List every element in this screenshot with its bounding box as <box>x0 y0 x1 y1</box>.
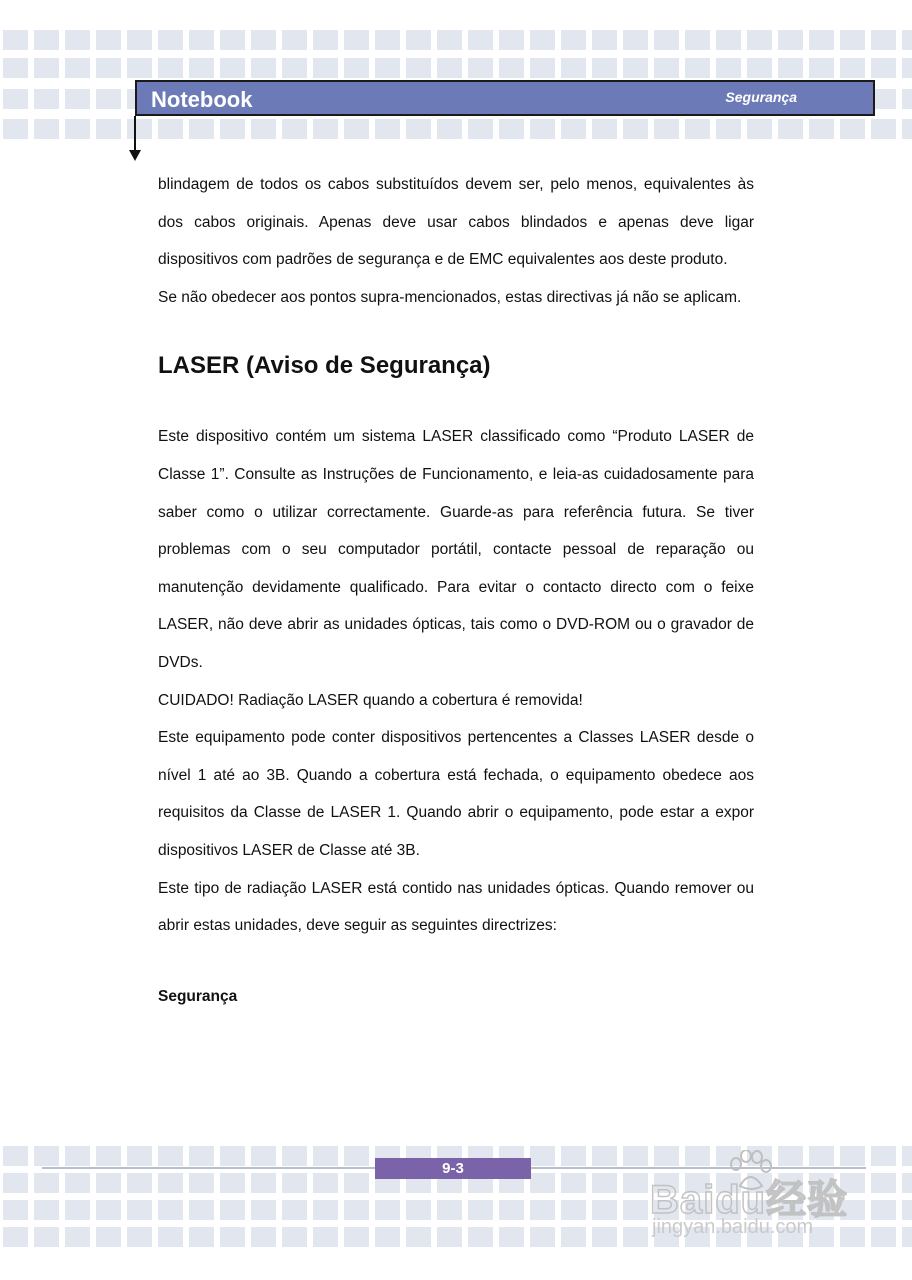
arrow-down-icon <box>129 150 141 161</box>
section-heading: LASER (Aviso de Segurança) <box>158 352 491 380</box>
body-paragraph: blindagem de todos os cabos substituídos devem ser, pelo menos, equivalentes às dos cabos originais. Apenas deve usar cabos blindados e apenas deve ligar dispositivos com padrões de segurança e de EMC equivalentes aos deste produto. <box>158 176 754 269</box>
header-bar <box>135 80 875 116</box>
watermark-url: jingyan.baidu.com <box>652 1216 814 1238</box>
header-arrow-line <box>134 116 136 152</box>
header-tile-row <box>0 30 912 50</box>
header-section-label: Segurança <box>725 89 797 105</box>
body-paragraph: Se não obedecer aos pontos supra-mencionados, estas directivas já não se aplicam. <box>158 288 742 306</box>
watermark-brand: Baidu经验 <box>650 1178 849 1222</box>
page-number-badge: 9-3 <box>375 1158 531 1179</box>
watermark <box>640 1150 880 1250</box>
page-content <box>158 166 754 1007</box>
subsection-heading: Segurança <box>158 987 238 1005</box>
caution-text: CUIDADO! Radiação LASER quando a cobertura é removida! <box>158 691 583 709</box>
header-tile-row <box>0 119 912 139</box>
body-paragraph: Este equipamento pode conter dispositivos pertencentes a Classes LASER desde o nível 1 até ao 3B. Quando a cobertura está fechada, o equipamento obedece aos requisitos da Classe de LASER 1. Quando abrir o equipamento, pode estar a expor dispositivos LASER de Classe até 3B. <box>158 729 754 859</box>
header-title: Notebook <box>151 87 253 112</box>
body-paragraph: Este tipo de radiação LASER está contido nas unidades ópticas. Quando remover ou abrir estas unidades, deve seguir as seguintes directrizes: <box>158 879 754 935</box>
body-paragraph: Este dispositivo contém um sistema LASER classificado como “Produto LASER de Classe 1”. Consulte as Instruções de Funcionamento, e leia-as cuidadosamente para saber como o utilizar correctamente. Guarde-as para referência futura. Se tiver problemas com o seu computador portátil, contacte pessoal de reparação ou manutenção devidamente qualificado. Para evitar o contacto directo com o feixe LASER, não deve abrir as unidades ópticas, tais como o DVD-ROM ou o gravador de DVDs. <box>158 428 754 671</box>
header-tile-row <box>0 58 912 78</box>
